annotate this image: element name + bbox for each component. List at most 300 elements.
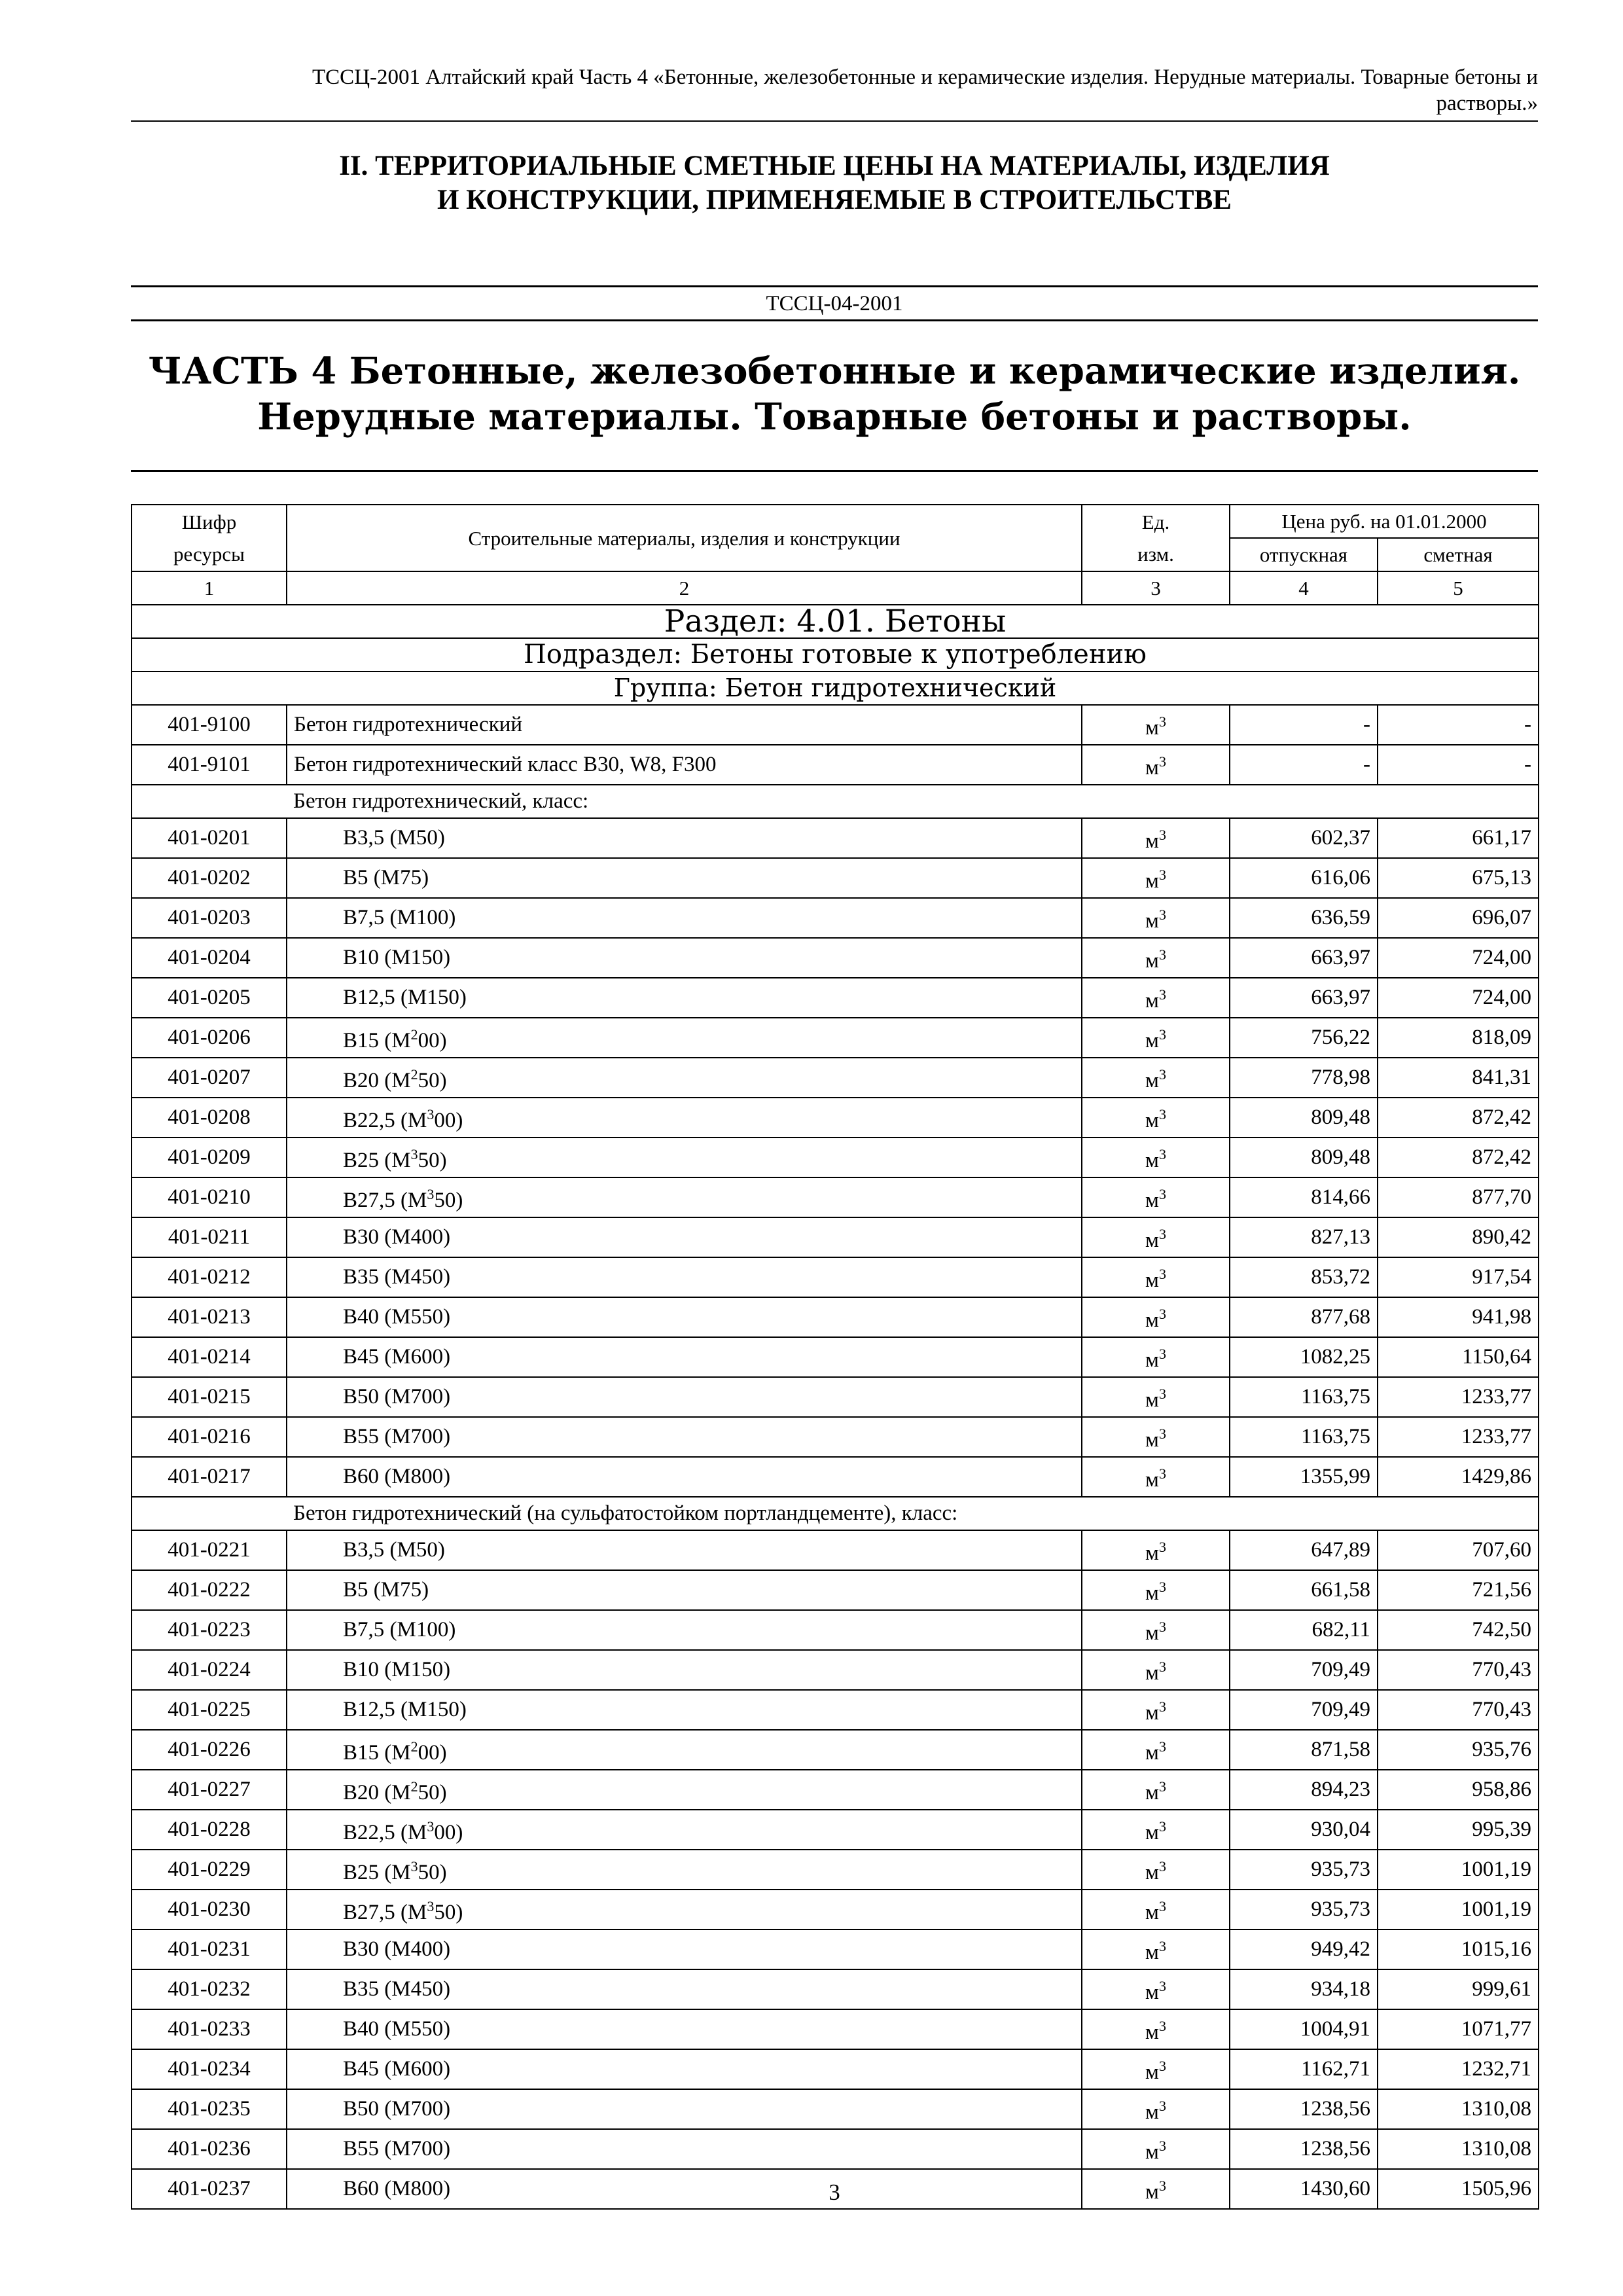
material-name-superscript: 3	[410, 1146, 418, 1162]
material-name	[287, 1018, 1082, 1058]
unit-superscript: 3	[1158, 1619, 1166, 1635]
price-estimate: 696,07	[1378, 898, 1539, 938]
unit-superscript: 3	[1158, 1579, 1166, 1595]
table-row	[132, 1730, 1539, 1770]
material-name-tail: 00)	[434, 1109, 463, 1132]
group-heading: Группа: Бетон гидротехнический	[132, 672, 1539, 705]
unit	[1082, 1929, 1230, 1969]
table-row	[132, 1650, 1539, 1690]
unit-text: м	[1145, 829, 1159, 853]
price-release: 934,18	[1230, 1969, 1378, 2009]
price-release: 756,22	[1230, 1018, 1378, 1058]
table-row	[132, 858, 1539, 898]
price-release: 877,68	[1230, 1297, 1378, 1337]
material-name: В55 (М700)	[287, 2129, 1082, 2169]
unit-text: м	[1145, 2140, 1159, 2164]
table-row	[132, 938, 1539, 978]
material-name	[287, 1177, 1082, 1217]
price-release: 930,04	[1230, 1810, 1378, 1850]
price-release: 602,37	[1230, 818, 1378, 858]
unit-text: м	[1145, 716, 1159, 740]
unit-text: м	[1145, 2180, 1159, 2204]
unit	[1082, 1570, 1230, 1610]
unit-text: м	[1145, 869, 1159, 893]
material-name: В7,5 (М100)	[287, 1610, 1082, 1650]
price-estimate: 724,00	[1378, 978, 1539, 1018]
table-row	[132, 1217, 1539, 1257]
table-row	[132, 1770, 1539, 1810]
table-row	[132, 1850, 1539, 1890]
unit-text: м	[1145, 756, 1159, 780]
price-release: 1238,56	[1230, 2089, 1378, 2129]
price-release: 1238,56	[1230, 2129, 1378, 2169]
material-name-superscript: 2	[410, 1026, 418, 1043]
unit-superscript: 3	[1158, 946, 1166, 963]
material-name	[287, 1770, 1082, 1810]
unit-superscript: 3	[1158, 1306, 1166, 1322]
material-name-tail: 50)	[418, 1781, 447, 1804]
material-name: В50 (М700)	[287, 2089, 1082, 2129]
section-title	[131, 149, 1538, 217]
section-row	[132, 605, 1539, 638]
code-line-bottom-rule	[131, 319, 1538, 321]
material-name: В3,5 (М50)	[287, 1530, 1082, 1570]
resource-code: 401-0201	[132, 818, 287, 858]
table-row	[132, 978, 1539, 1018]
price-release: 1163,75	[1230, 1377, 1378, 1417]
price-estimate: 1505,96	[1378, 2169, 1539, 2209]
unit	[1082, 2049, 1230, 2089]
material-name-tail: 50)	[418, 1069, 447, 1092]
running-header-line1: ТССЦ-2001 Алтайский край Часть 4 «Бетонные, железобетонные и керамические изделия. Нерудные материалы. Товарные бетоны и	[312, 65, 1538, 89]
unit-text: м	[1145, 1069, 1159, 1092]
resource-code: 401-0229	[132, 1850, 287, 1890]
material-name-text: В20 (М	[343, 1781, 411, 1804]
unit	[1082, 1770, 1230, 1810]
price-estimate: -	[1378, 745, 1539, 785]
header-code	[132, 505, 287, 571]
resource-code: 401-0215	[132, 1377, 287, 1417]
material-name	[287, 1730, 1082, 1770]
unit-superscript: 3	[1158, 2178, 1166, 2194]
subgroup-row	[132, 1497, 1539, 1530]
subsection-row	[132, 638, 1539, 672]
material-name-text: В20 (М	[343, 1069, 411, 1092]
price-release: 814,66	[1230, 1177, 1378, 1217]
material-name: В40 (М550)	[287, 1297, 1082, 1337]
group-row	[132, 672, 1539, 705]
material-name-text: В27,5 (М	[343, 1901, 427, 1924]
resource-code: 401-0228	[132, 1810, 287, 1850]
resource-code: 401-9101	[132, 745, 287, 785]
unit-text: м	[1145, 1348, 1159, 1372]
unit-superscript: 3	[1158, 1186, 1166, 1202]
table-row	[132, 1417, 1539, 1457]
price-estimate: 1310,08	[1378, 2089, 1539, 2129]
material-name-text: В22,5 (М	[343, 1821, 427, 1844]
material-name-tail: 00)	[418, 1029, 447, 1052]
table-header-row	[132, 505, 1539, 538]
price-release: 682,11	[1230, 1610, 1378, 1650]
unit-text: м	[1145, 1941, 1159, 1964]
price-estimate: 661,17	[1378, 818, 1539, 858]
material-name: В55 (М700)	[287, 1417, 1082, 1457]
material-name-superscript: 3	[427, 1818, 435, 1835]
material-name	[287, 1058, 1082, 1098]
resource-code: 401-0237	[132, 2169, 287, 2209]
price-release: 709,49	[1230, 1690, 1378, 1730]
unit-superscript: 3	[1158, 1938, 1166, 1954]
header-name: Строительные материалы, изделия и конструкции	[287, 505, 1082, 571]
material-name	[287, 1138, 1082, 1177]
price-release: 636,59	[1230, 898, 1378, 938]
running-header	[131, 64, 1538, 117]
table-row	[132, 2129, 1539, 2169]
unit-superscript: 3	[1158, 1106, 1166, 1122]
price-release: 663,97	[1230, 978, 1378, 1018]
price-release: 1162,71	[1230, 2049, 1378, 2089]
material-name: В12,5 (М150)	[287, 978, 1082, 1018]
price-release: 1163,75	[1230, 1417, 1378, 1457]
material-name: В10 (М150)	[287, 1650, 1082, 1690]
price-release: -	[1230, 705, 1378, 745]
unit-superscript: 3	[1158, 1858, 1166, 1874]
price-release: 935,73	[1230, 1850, 1378, 1890]
unit-text: м	[1145, 1781, 1159, 1804]
material-name: В3,5 (М50)	[287, 818, 1082, 858]
table-row	[132, 1018, 1539, 1058]
table-row	[132, 1530, 1539, 1570]
price-estimate: 1001,19	[1378, 1850, 1539, 1890]
resource-code: 401-9100	[132, 705, 287, 745]
price-estimate: 1310,08	[1378, 2129, 1539, 2169]
price-estimate: 890,42	[1378, 1217, 1539, 1257]
price-release: 935,73	[1230, 1890, 1378, 1929]
unit-superscript: 3	[1158, 1539, 1166, 1555]
price-estimate: 872,42	[1378, 1098, 1539, 1138]
code-line-top-rule	[131, 285, 1538, 287]
price-release: -	[1230, 745, 1378, 785]
material-name-text: В25 (М	[343, 1861, 411, 1884]
material-name: В40 (М550)	[287, 2009, 1082, 2049]
subsection-heading: Подраздел: Бетоны готовые к употреблению	[132, 638, 1539, 672]
table-row	[132, 1377, 1539, 1417]
material-name-text: В27,5 (М	[343, 1189, 427, 1212]
unit	[1082, 1730, 1230, 1770]
price-release: 871,58	[1230, 1730, 1378, 1770]
unit	[1082, 1217, 1230, 1257]
unit	[1082, 1969, 1230, 2009]
unit	[1082, 2129, 1230, 2169]
material-name-text: В15 (М	[343, 1029, 411, 1052]
resource-code: 401-0227	[132, 1770, 287, 1810]
unit-text: м	[1145, 1428, 1159, 1452]
unit	[1082, 1018, 1230, 1058]
resource-code: 401-0217	[132, 1457, 287, 1497]
table-row	[132, 2049, 1539, 2089]
unit-superscript: 3	[1158, 2098, 1166, 2114]
material-name-tail: 50)	[418, 1861, 447, 1884]
unit-text: м	[1145, 1861, 1159, 1884]
price-estimate: 724,00	[1378, 938, 1539, 978]
page-number: 3	[829, 2179, 840, 2205]
subgroup-row	[132, 785, 1539, 818]
price-release: 709,49	[1230, 1650, 1378, 1690]
column-number: 5	[1378, 571, 1539, 605]
table-row	[132, 1457, 1539, 1497]
unit-text: м	[1145, 2020, 1159, 2044]
header-price-group: Цена руб. на 01.01.2000	[1230, 505, 1539, 538]
resource-code: 401-0221	[132, 1530, 287, 1570]
material-name: Бетон гидротехнический	[287, 705, 1082, 745]
unit	[1082, 1690, 1230, 1730]
unit-superscript: 3	[1158, 753, 1166, 770]
material-name-text: В15 (М	[343, 1741, 411, 1765]
material-name-superscript: 2	[410, 1738, 418, 1755]
unit	[1082, 818, 1230, 858]
column-number: 3	[1082, 571, 1230, 605]
subgroup-label: Бетон гидротехнический, класс:	[287, 785, 1539, 818]
unit-text: м	[1145, 1701, 1159, 1725]
resource-code: 401-0206	[132, 1018, 287, 1058]
table-row	[132, 1890, 1539, 1929]
unit	[1082, 1138, 1230, 1177]
resource-code: 401-0226	[132, 1730, 287, 1770]
header-price-estimate: сметная	[1378, 538, 1539, 571]
unit	[1082, 1257, 1230, 1297]
resource-code: 401-0235	[132, 2089, 287, 2129]
section-title-line1: II. ТЕРРИТОРИАЛЬНЫЕ СМЕТНЫЕ ЦЕНЫ НА МАТЕРИАЛЫ, ИЗДЕЛИЯ	[339, 151, 1330, 181]
price-release: 778,98	[1230, 1058, 1378, 1098]
price-release: 647,89	[1230, 1530, 1378, 1570]
table-row	[132, 1570, 1539, 1610]
price-estimate: 935,76	[1378, 1730, 1539, 1770]
unit-superscript: 3	[1158, 1426, 1166, 1442]
material-name	[287, 1890, 1082, 1929]
price-release: 663,97	[1230, 938, 1378, 978]
unit	[1082, 1457, 1230, 1497]
material-name: В10 (М150)	[287, 938, 1082, 978]
unit	[1082, 1297, 1230, 1337]
table-row	[132, 1257, 1539, 1297]
resource-code: 401-0205	[132, 978, 287, 1018]
table-row	[132, 1929, 1539, 1969]
part-title-line2: Нерудные материалы. Товарные бетоны и растворы.	[257, 395, 1412, 439]
unit-text: м	[1145, 1468, 1159, 1492]
resource-code: 401-0233	[132, 2009, 287, 2049]
material-name	[287, 1810, 1082, 1850]
price-release: 1355,99	[1230, 1457, 1378, 1497]
price-release: 1430,60	[1230, 2169, 1378, 2209]
material-name: В30 (М400)	[287, 1929, 1082, 1969]
price-release: 949,42	[1230, 1929, 1378, 1969]
price-table	[131, 504, 1539, 2210]
unit-text: м	[1145, 1581, 1159, 1605]
table-row	[132, 1098, 1539, 1138]
unit	[1082, 898, 1230, 938]
material-name-tail: 50)	[418, 1149, 447, 1172]
material-name	[287, 1850, 1082, 1890]
header-unit-line2: изм.	[1137, 543, 1174, 565]
material-name: В45 (М600)	[287, 2049, 1082, 2089]
price-estimate: 770,43	[1378, 1650, 1539, 1690]
unit-superscript: 3	[1158, 1978, 1166, 1994]
material-name: В5 (М75)	[287, 1570, 1082, 1610]
price-estimate: 958,86	[1378, 1770, 1539, 1810]
table-row	[132, 1138, 1539, 1177]
unit-text: м	[1145, 1388, 1159, 1412]
resource-code: 401-0213	[132, 1297, 287, 1337]
price-estimate: 1071,77	[1378, 2009, 1539, 2049]
unit-text: м	[1145, 1901, 1159, 1924]
column-number: 1	[132, 571, 287, 605]
price-estimate: 1150,64	[1378, 1337, 1539, 1377]
table-row	[132, 745, 1539, 785]
material-name-superscript: 3	[410, 1858, 418, 1874]
unit-superscript: 3	[1158, 1698, 1166, 1715]
unit-text: м	[1145, 1189, 1159, 1212]
unit-superscript: 3	[1158, 1778, 1166, 1795]
material-name-tail: 50)	[434, 1901, 463, 1924]
table-row	[132, 1177, 1539, 1217]
unit-superscript: 3	[1158, 1738, 1166, 1755]
unit	[1082, 1058, 1230, 1098]
section-heading: Раздел: 4.01. Бетоны	[132, 605, 1539, 638]
unit-text: м	[1145, 1029, 1159, 1052]
material-name: В45 (М600)	[287, 1337, 1082, 1377]
price-release: 1004,91	[1230, 2009, 1378, 2049]
unit-superscript: 3	[1158, 713, 1166, 730]
table-row	[132, 1610, 1539, 1650]
material-name: В50 (М700)	[287, 1377, 1082, 1417]
unit-superscript: 3	[1158, 1066, 1166, 1083]
unit	[1082, 1850, 1230, 1890]
resource-code: 401-0212	[132, 1257, 287, 1297]
unit-superscript: 3	[1158, 906, 1166, 923]
table-row	[132, 1810, 1539, 1850]
material-name: В35 (М450)	[287, 1257, 1082, 1297]
subgroup-code-cell	[132, 1497, 287, 1530]
resource-code: 401-0234	[132, 2049, 287, 2089]
table-row	[132, 1969, 1539, 2009]
unit	[1082, 1337, 1230, 1377]
price-release: 809,48	[1230, 1138, 1378, 1177]
resource-code: 401-0214	[132, 1337, 287, 1377]
price-release: 661,58	[1230, 1570, 1378, 1610]
table-row	[132, 705, 1539, 745]
unit-superscript: 3	[1158, 2138, 1166, 2154]
running-header-line2: растворы.»	[1436, 92, 1538, 115]
unit-superscript: 3	[1158, 1346, 1166, 1362]
header-unit	[1082, 505, 1230, 571]
resource-code: 401-0222	[132, 1570, 287, 1610]
unit-text: м	[1145, 1229, 1159, 1252]
material-name: В30 (М400)	[287, 1217, 1082, 1257]
price-estimate: 707,60	[1378, 1530, 1539, 1570]
material-name-tail: 50)	[434, 1189, 463, 1212]
unit-text: м	[1145, 2100, 1159, 2124]
material-name-tail: 00)	[418, 1741, 447, 1765]
price-estimate: 1233,77	[1378, 1417, 1539, 1457]
price-estimate: 818,09	[1378, 1018, 1539, 1058]
table-row	[132, 1297, 1539, 1337]
table-row	[132, 1690, 1539, 1730]
header-code-line2: ресурсы	[173, 543, 245, 565]
unit-superscript: 3	[1158, 1226, 1166, 1242]
part-title-line1: ЧАСТЬ 4 Бетонные, железобетонные и керамические изделия.	[148, 350, 1521, 393]
material-name-superscript: 3	[427, 1106, 435, 1122]
unit-text: м	[1145, 1308, 1159, 1332]
price-estimate: 941,98	[1378, 1297, 1539, 1337]
table-row	[132, 1337, 1539, 1377]
unit-superscript: 3	[1158, 1146, 1166, 1162]
table-row	[132, 818, 1539, 858]
material-name	[287, 1098, 1082, 1138]
price-estimate: 675,13	[1378, 858, 1539, 898]
unit-text: м	[1145, 1821, 1159, 1844]
unit-superscript: 3	[1158, 2018, 1166, 2034]
column-number: 4	[1230, 571, 1378, 605]
resource-code: 401-0225	[132, 1690, 287, 1730]
material-name: В12,5 (М150)	[287, 1690, 1082, 1730]
resource-code: 401-0211	[132, 1217, 287, 1257]
unit	[1082, 978, 1230, 1018]
unit	[1082, 1098, 1230, 1138]
table-row	[132, 2089, 1539, 2129]
unit-text: м	[1145, 1741, 1159, 1765]
unit	[1082, 1610, 1230, 1650]
price-estimate: 877,70	[1378, 1177, 1539, 1217]
unit	[1082, 938, 1230, 978]
unit-superscript: 3	[1158, 867, 1166, 883]
price-release: 853,72	[1230, 1257, 1378, 1297]
price-release: 809,48	[1230, 1098, 1378, 1138]
price-estimate: 742,50	[1378, 1610, 1539, 1650]
resource-code: 401-0236	[132, 2129, 287, 2169]
price-estimate: 841,31	[1378, 1058, 1539, 1098]
unit-superscript: 3	[1158, 827, 1166, 843]
unit-superscript: 3	[1158, 2058, 1166, 2074]
unit-superscript: 3	[1158, 1818, 1166, 1835]
unit-text: м	[1145, 1149, 1159, 1172]
unit-text: м	[1145, 1268, 1159, 1292]
unit	[1082, 705, 1230, 745]
unit	[1082, 1177, 1230, 1217]
unit-superscript: 3	[1158, 1465, 1166, 1482]
material-name: В35 (М450)	[287, 1969, 1082, 2009]
price-estimate: -	[1378, 705, 1539, 745]
unit-text: м	[1145, 989, 1159, 1013]
price-estimate: 770,43	[1378, 1690, 1539, 1730]
subgroup-label: Бетон гидротехнический (на сульфатостойком портландцементе), класс:	[287, 1497, 1539, 1530]
unit	[1082, 1417, 1230, 1457]
part-title-rule	[131, 470, 1538, 472]
unit	[1082, 1650, 1230, 1690]
resource-code: 401-0231	[132, 1929, 287, 1969]
resource-code: 401-0209	[132, 1138, 287, 1177]
table-row	[132, 2009, 1539, 2049]
unit-text: м	[1145, 1109, 1159, 1132]
material-name: Бетон гидротехнический класс В30, W8, F300	[287, 745, 1082, 785]
material-name-superscript: 3	[427, 1898, 435, 1914]
material-name-tail: 00)	[434, 1821, 463, 1844]
unit-text: м	[1145, 1541, 1159, 1565]
resource-code: 401-0224	[132, 1650, 287, 1690]
price-estimate: 995,39	[1378, 1810, 1539, 1850]
unit	[1082, 858, 1230, 898]
resource-code: 401-0207	[132, 1058, 287, 1098]
unit	[1082, 745, 1230, 785]
